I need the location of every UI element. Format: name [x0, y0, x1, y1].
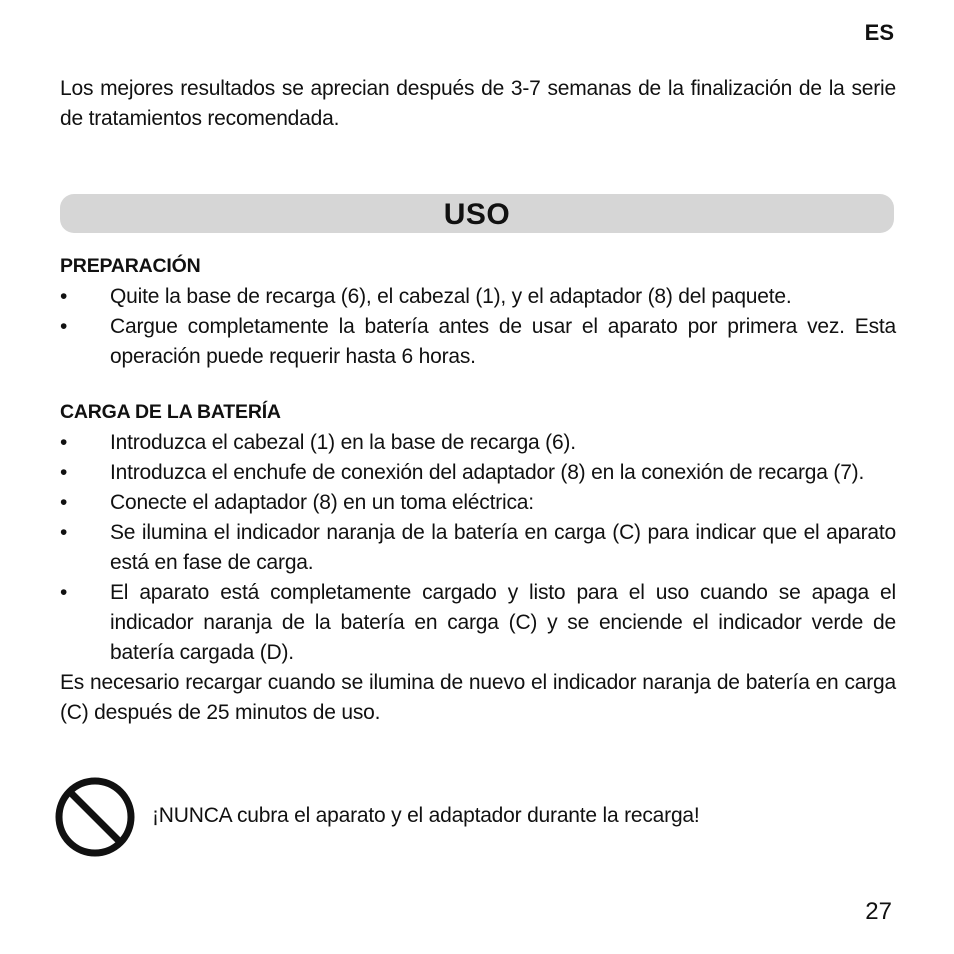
list-item-text: Introduzca el enchufe de conexión del adaptador (8) en la conexión de recarga (7). [110, 461, 865, 484]
warning-notice [54, 775, 894, 859]
carga-list [60, 428, 896, 668]
bullet-glyph: • [60, 461, 68, 484]
list-item [60, 458, 896, 488]
list-item [60, 488, 896, 518]
list-item [60, 312, 896, 372]
list-item [60, 282, 896, 312]
bullet-glyph: • [60, 581, 68, 604]
list-item [60, 578, 896, 668]
bullet-glyph: • [60, 315, 68, 338]
list-item [60, 428, 896, 458]
list-item-text: Se ilumina el indicador naranja de la batería en carga (C) para indicar que el aparato está en fase de carga. [110, 521, 896, 574]
heading-carga-bateria: CARGA DE LA BATERÍA [60, 401, 281, 423]
bullet-glyph: • [60, 431, 68, 454]
bullet-glyph: • [60, 491, 68, 514]
recharge-note: Es necesario recargar cuando se ilumina de nuevo el indicador naranja de batería en carga (C) después de 25 minutos de uso. [60, 671, 896, 724]
list-item-text: Quite la base de recarga (6), el cabezal (1), y el adaptador (8) del paquete. [110, 285, 792, 308]
list-item-text: Cargue completamente la batería antes de usar el aparato por primera vez. Esta operación puede requerir hasta 6 horas. [110, 315, 896, 368]
warning-text: ¡NUNCA cubra el aparato y el adaptador durante la recarga! [152, 804, 700, 827]
list-item-text: Introduzca el cabezal (1) en la base de recarga (6). [110, 431, 576, 454]
bullet-glyph: • [60, 285, 68, 308]
list-item [60, 518, 896, 578]
prohibition-icon [54, 775, 136, 859]
heading-preparacion: PREPARACIÓN [60, 255, 201, 277]
list-item-text: El aparato está completamente cargado y listo para el uso cuando se apaga el indicador naranja de la batería en carga (C) y se enciende el indicador verde de batería cargada (D). [110, 581, 896, 664]
main-content [60, 250, 896, 728]
section-title-banner: USO [60, 194, 894, 233]
page-number: 27 [865, 898, 892, 925]
bullet-glyph: • [60, 521, 68, 544]
language-code: ES [864, 20, 894, 45]
preparacion-list [60, 282, 896, 372]
list-item-text: Conecte el adaptador (8) en un toma eléctrica: [110, 491, 534, 514]
intro-paragraph: Los mejores resultados se aprecian después de 3-7 semanas de la finalización de la serie de tratamientos recomendada. [60, 77, 896, 130]
